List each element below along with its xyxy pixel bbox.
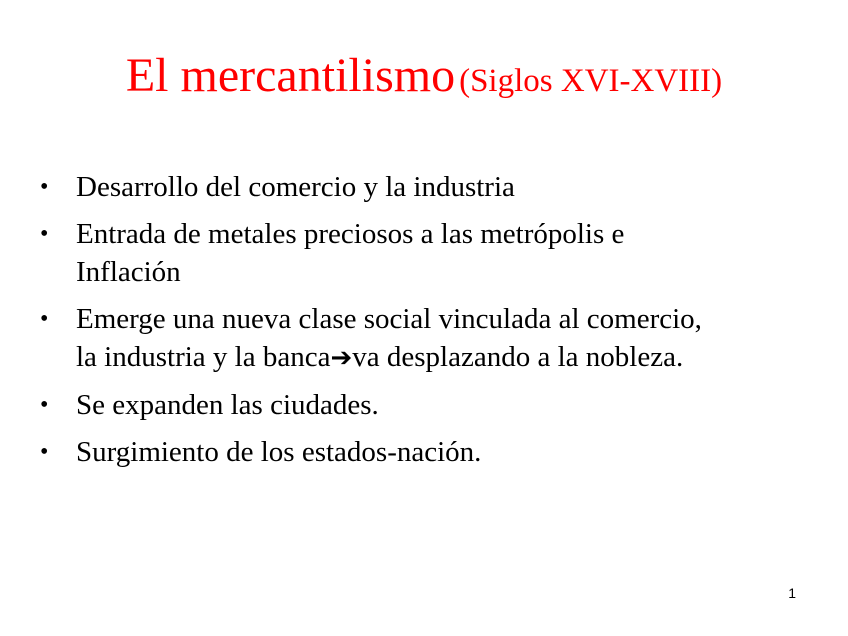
bullet-dot-icon: • xyxy=(40,221,49,247)
bullet-text: Surgimiento de los estados-nación. xyxy=(76,436,482,468)
bullet-text-line: va desplazando a la nobleza. xyxy=(352,341,684,373)
slide-title xyxy=(0,49,848,102)
bullet-text-line: la industria y la banca xyxy=(76,341,331,373)
bullet-text-line: Inflación xyxy=(76,256,181,288)
bullet-dot-icon: • xyxy=(40,439,49,465)
bullet-text-line: Entrada de metales preciosos a las metrópolis e xyxy=(76,218,625,250)
bullet-text-line: Emerge una nueva clase social vinculada al comercio, xyxy=(76,303,702,335)
bullet-item xyxy=(40,433,820,471)
bullet-item xyxy=(40,168,820,206)
title-subtitle: (Siglos XVI-XVIII) xyxy=(459,63,723,99)
page-number: 1 xyxy=(788,585,796,601)
bullet-item xyxy=(40,215,820,291)
right-arrow-icon: ➔ xyxy=(330,343,353,373)
bullet-dot-icon: • xyxy=(40,306,49,332)
bullet-dot-icon: • xyxy=(40,174,49,200)
bullet-list xyxy=(40,168,820,480)
bullet-item xyxy=(40,300,820,377)
bullet-item xyxy=(40,386,820,424)
title-main: El mercantilismo xyxy=(125,49,456,102)
bullet-dot-icon: • xyxy=(40,392,49,418)
bullet-text: Desarrollo del comercio y la industria xyxy=(76,171,515,203)
bullet-text: Se expanden las ciudades. xyxy=(76,389,379,421)
